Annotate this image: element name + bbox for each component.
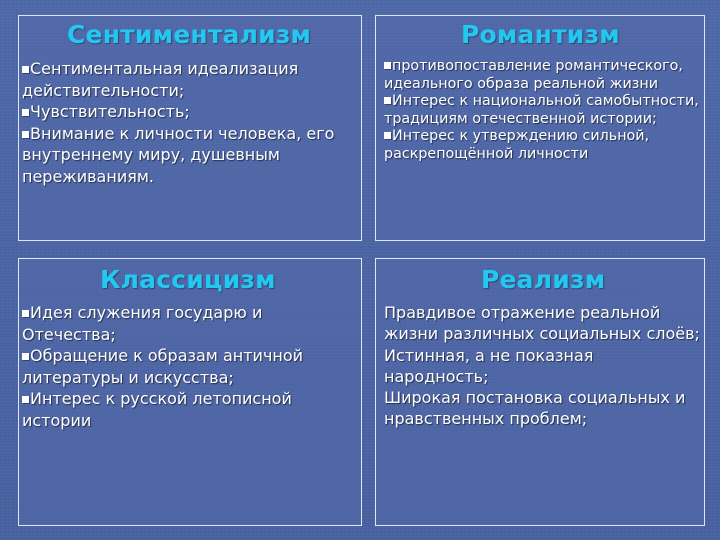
- square-bullet-icon: [384, 97, 391, 104]
- list-item: Сентиментальная идеализация действительности;: [22, 59, 299, 100]
- classicism-list: [22, 302, 350, 431]
- list-item: Правдивое отражение реальной жизни различных социальных слоёв;: [384, 303, 700, 344]
- romanticism-list: [384, 58, 700, 164]
- sentimentalism-list: [22, 58, 360, 187]
- square-bullet-icon: [22, 396, 29, 403]
- list-item: Широкая постановка социальных и нравственных проблем;: [384, 388, 686, 429]
- square-bullet-icon: [384, 62, 391, 69]
- list-item: Интерес к утверждению сильной, раскрепощённой личности: [384, 128, 650, 162]
- list-item: Интерес к национальной самобытности, традициям отечественной истории;: [384, 93, 699, 127]
- square-bullet-icon: [22, 310, 29, 317]
- list-item: Внимание к личности человека, его внутреннему миру, душевным переживаниям.: [22, 123, 335, 186]
- square-bullet-icon: [22, 66, 29, 73]
- square-bullet-icon: [22, 109, 29, 116]
- list-item: Интерес к русской летописной истории: [22, 389, 292, 430]
- list-item: противопоставление романтического, идеального образа реальной жизни: [384, 58, 683, 92]
- square-bullet-icon: [22, 353, 29, 360]
- romanticism-title: Романтизм: [461, 20, 620, 49]
- list-item: Истинная, а не показная народность;: [384, 345, 594, 386]
- square-bullet-icon: [384, 132, 391, 139]
- list-item: Чувствительность;: [22, 101, 360, 123]
- classicism-title: Классицизм: [100, 265, 276, 294]
- realism-list: [384, 302, 702, 430]
- square-bullet-icon: [22, 131, 29, 138]
- realism-title: Реализм: [481, 265, 606, 294]
- list-item: Обращение к образам античной литературы и искусства;: [22, 346, 304, 387]
- list-item: Идея служения государю и Отечества;: [22, 303, 263, 344]
- sentimentalism-title: Сентиментализм: [67, 20, 312, 49]
